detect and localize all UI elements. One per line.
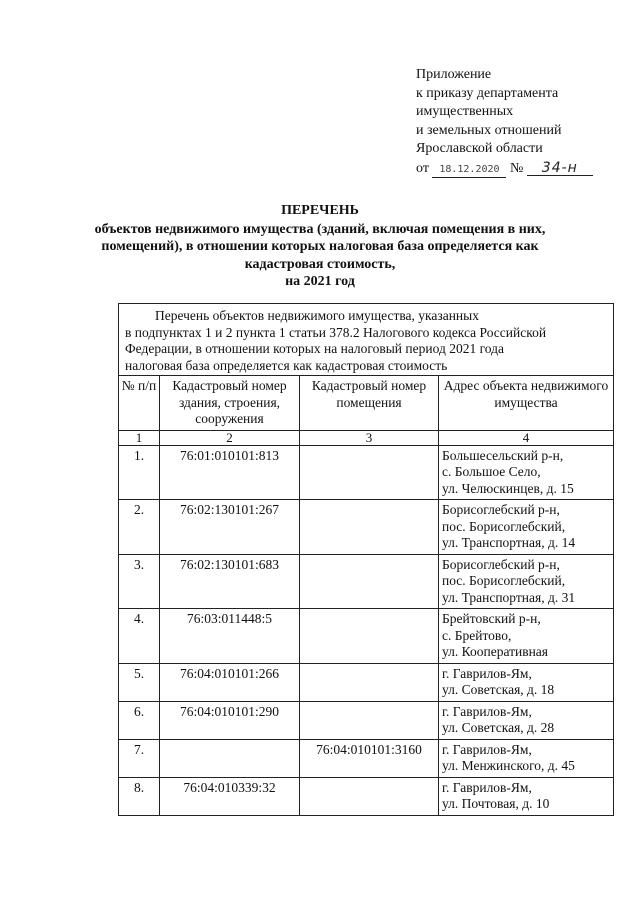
building-cadastral-number: 76:02:130101:267: [160, 500, 300, 555]
address-line: ул. Транспортная, д. 31: [442, 589, 576, 605]
building-cadastral-number: [160, 739, 300, 777]
appendix-block: [416, 66, 616, 178]
intro-text: [119, 304, 614, 376]
appendix-line: имущественных: [416, 104, 514, 119]
address-line: Борисоглебский р-н,: [442, 556, 560, 572]
intro-line: налоговая база определяется как кадастровая стоимость: [125, 357, 448, 373]
order-date-number: [416, 160, 616, 179]
number-label: №: [509, 160, 524, 176]
object-address: [439, 777, 614, 815]
row-number: 3.: [119, 554, 160, 609]
premise-cadastral-number: [300, 609, 439, 664]
header-number: № п/п: [119, 376, 160, 431]
object-address: [439, 701, 614, 739]
object-address: [439, 739, 614, 777]
premise-cadastral-number: [300, 554, 439, 609]
row-number: 8.: [119, 777, 160, 815]
row-number: 1.: [119, 445, 160, 500]
table-row: [119, 663, 614, 701]
address-line: с. Брейтово,: [442, 627, 512, 643]
row-number: 2.: [119, 500, 160, 555]
column-number-row: [119, 430, 614, 445]
column-number: 3: [300, 430, 439, 445]
row-number: 6.: [119, 701, 160, 739]
building-cadastral-number: 76:04:010339:32: [160, 777, 300, 815]
title-line: на 2021 год: [285, 274, 355, 289]
column-number: 4: [439, 430, 614, 445]
address-line: пос. Борисоглебский,: [442, 518, 566, 534]
table-row: [119, 500, 614, 555]
address-line: ул. Транспортная, д. 14: [442, 535, 576, 550]
address-line: г. Гаврилов-Ям,: [442, 703, 532, 719]
title-line: объектов недвижимого имущества (зданий, включая помещения в них,: [94, 221, 546, 237]
table-row: [119, 609, 614, 664]
from-label: от: [416, 160, 429, 176]
object-address: [439, 500, 614, 555]
intro-line: Федерации, в отношении которых на налоговый период 2021 года: [125, 341, 505, 356]
object-address: [439, 445, 614, 500]
row-number: 5.: [119, 663, 160, 701]
table-row: [119, 777, 614, 815]
column-number: 1: [119, 430, 160, 445]
appendix-line: и земельных отношений: [416, 122, 562, 138]
header-building-cadastral: Кадастровый номер здания, строения, сооружения: [160, 376, 300, 431]
object-address: [439, 554, 614, 609]
appendix-line: Ярославской области: [416, 141, 543, 156]
building-cadastral-number: 76:02:130101:683: [160, 554, 300, 609]
address-line: ул. Почтовая, д. 10: [442, 796, 550, 811]
building-cadastral-number: 76:04:010101:290: [160, 701, 300, 739]
address-line: г. Гаврилов-Ям,: [442, 741, 532, 757]
address-line: пос. Борисоглебский,: [442, 573, 566, 588]
premise-cadastral-number: [300, 663, 439, 701]
address-line: с. Большое Село,: [442, 464, 541, 479]
object-address: [439, 663, 614, 701]
address-line: ул. Советская, д. 28: [442, 720, 555, 735]
document-title: [90, 202, 550, 291]
building-cadastral-number: 76:03:011448:5: [160, 609, 300, 664]
table-row: [119, 701, 614, 739]
premise-cadastral-number: [300, 701, 439, 739]
header-address: Адрес объекта недвижимого имущества: [439, 376, 614, 431]
premise-cadastral-number: [300, 777, 439, 815]
address-line: ул. Кооперативная: [442, 644, 549, 659]
building-cadastral-number: 76:01:010101:813: [160, 445, 300, 500]
title-line: кадастровая стоимость,: [244, 256, 396, 272]
premise-cadastral-number: [300, 445, 439, 500]
building-cadastral-number: 76:04:010101:266: [160, 663, 300, 701]
row-number: 7.: [119, 739, 160, 777]
object-address: [439, 609, 614, 664]
address-line: Борисоглебский р-н,: [442, 502, 560, 517]
address-line: ул. Менжинского, д. 45: [442, 758, 575, 773]
intro-line: Перечень объектов недвижимого имущества, указанных: [155, 308, 479, 323]
intro-row: [119, 304, 614, 376]
row-number: 4.: [119, 609, 160, 664]
table-row: [119, 739, 614, 777]
address-line: г. Гаврилов-Ям,: [442, 779, 532, 795]
address-line: ул. Советская, д. 18: [442, 682, 555, 697]
header-premise-cadastral: Кадастровый номер помещения: [300, 376, 439, 431]
appendix-line: Приложение: [416, 67, 492, 82]
premise-cadastral-number: 76:04:010101:3160: [300, 739, 439, 777]
address-line: Большесельский р-н,: [442, 447, 564, 463]
address-line: ул. Челюскинцев, д. 15: [442, 480, 574, 496]
table-row: [119, 445, 614, 500]
appendix-line: к приказу департамента: [416, 85, 559, 101]
column-number: 2: [160, 430, 300, 445]
property-list-table: [118, 303, 614, 816]
order-date: 18.12.2020: [432, 163, 506, 178]
address-line: Брейтовский р-н,: [442, 611, 541, 626]
title-heading: ПЕРЕЧЕНЬ: [281, 203, 359, 218]
table-row: [119, 554, 614, 609]
premise-cadastral-number: [300, 500, 439, 555]
intro-line: в подпунктах 1 и 2 пункта 1 статьи 378.2 Налогового кодекса Российской: [125, 324, 547, 340]
address-line: г. Гаврилов-Ям,: [442, 665, 532, 681]
header-row: [119, 376, 614, 431]
title-line: помещений), в отношении которых налоговая база определяется как: [101, 239, 539, 254]
order-number: 34-н: [527, 161, 593, 176]
